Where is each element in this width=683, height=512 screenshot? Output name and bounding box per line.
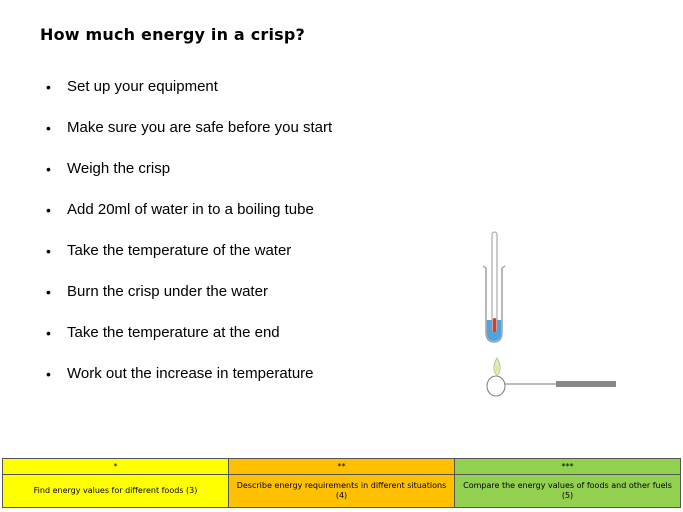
crisp-flame-icon: [487, 358, 505, 396]
stars-two: **: [229, 459, 455, 475]
bullet-icon: •: [46, 284, 51, 300]
bullet-icon: •: [46, 161, 51, 177]
mounted-needle-icon: [505, 381, 616, 387]
table-row: [3, 459, 681, 475]
list-item-text: Make sure you are safe before you start: [67, 119, 333, 136]
list-item: [46, 281, 332, 322]
bullet-icon: •: [46, 79, 51, 95]
list-item-text: Add 20ml of water in to a boiling tube: [67, 201, 314, 218]
table-row: [3, 475, 681, 508]
list-item-text: Burn the crisp under the water: [67, 283, 268, 300]
apparatus-diagram: [470, 228, 630, 403]
instruction-list: [46, 76, 332, 404]
list-item: [46, 240, 332, 281]
stars-three: ***: [455, 459, 681, 475]
stars-one: *: [3, 459, 229, 475]
list-item-text: Take the temperature of the water: [67, 242, 292, 259]
list-item: [46, 363, 332, 404]
list-item-text: Weigh the crisp: [67, 160, 171, 177]
thermometer-icon: [492, 232, 497, 332]
criteria-two: Describe energy requirements in different situations (4): [229, 475, 455, 508]
list-item: [46, 322, 332, 363]
criteria-three: Compare the energy values of foods and other fuels (5): [455, 475, 681, 508]
page-title: How much energy in a crisp?: [40, 25, 306, 44]
list-item: [46, 117, 332, 158]
bullet-icon: •: [46, 243, 51, 259]
list-item: [46, 158, 332, 199]
list-item: [46, 76, 332, 117]
list-item: [46, 199, 332, 240]
list-item-text: Set up your equipment: [67, 78, 218, 95]
success-criteria-table: [2, 458, 681, 508]
list-item-text: Work out the increase in temperature: [67, 365, 314, 382]
bullet-icon: •: [46, 202, 51, 218]
list-item-text: Take the temperature at the end: [67, 324, 280, 341]
bullet-icon: •: [46, 120, 51, 136]
criteria-one: Find energy values for different foods (3): [3, 475, 229, 508]
bullet-icon: •: [46, 366, 51, 382]
bullet-icon: •: [46, 325, 51, 341]
